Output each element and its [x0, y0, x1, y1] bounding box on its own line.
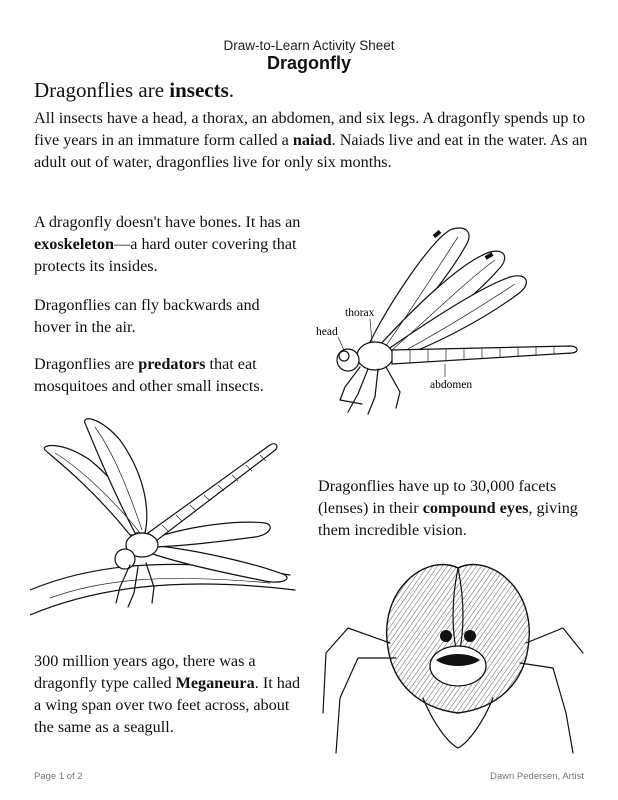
exo-text-1: A dragonfly doesn't have bones. It has an	[34, 213, 301, 231]
intro-emph: naiad	[292, 131, 332, 149]
intro-text-2: . Naiads live and eat in the water. As an adult out of water, dragonflies live for only six months.	[34, 131, 588, 171]
predators-paragraph	[34, 353, 304, 397]
mega-text-1: 300 million years ago, there was a dragonfly type called	[34, 652, 256, 692]
flying-paragraph: Dragonflies can fly backwards and hover in the air.	[34, 296, 260, 336]
artist-credit: Dawn Pedersen, Artist	[490, 771, 584, 782]
compound-eyes-illustration	[318, 548, 593, 763]
pred-text-2: that eat mosquitoes and other small insects.	[34, 355, 264, 395]
mega-emph: Meganeura	[175, 674, 255, 692]
eyes-emph: compound eyes	[422, 499, 529, 517]
sheet-title: Dragonfly	[266, 53, 351, 73]
heading-prefix: Dragonflies are	[34, 78, 170, 102]
exo-emph: exoskeleton	[34, 235, 115, 253]
pred-text-1: Dragonflies are	[34, 355, 139, 373]
exoskeleton-paragraph	[34, 211, 314, 277]
eyes-text-1: Dragonflies have up to 30,000 facets (lenses) in their	[318, 477, 557, 517]
perched-dragonfly-illustration	[30, 415, 305, 625]
exo-text-2: —a hard outer covering that protects its insides.	[34, 235, 297, 275]
eyes-paragraph	[318, 475, 588, 541]
heading-emph: insects	[169, 78, 229, 102]
label-abdomen: abdomen	[430, 379, 473, 391]
meganeura-paragraph	[34, 650, 309, 738]
heading-suffix: .	[228, 78, 235, 102]
main-heading	[34, 78, 234, 103]
dragonfly-diagram	[300, 222, 595, 422]
intro-text-1: All insects have a head, a thorax, an abdomen, and six legs. A dragonfly spends up to five years in an immature form called a	[34, 109, 586, 149]
label-thorax: thorax	[345, 307, 375, 319]
pred-emph: predators	[138, 355, 206, 373]
mega-text-2: . It had a wing span over two feet across, about the same as a seagull.	[34, 674, 301, 736]
eyes-text-2: , giving them incredible vision.	[318, 499, 578, 539]
page-number: Page 1 of 2	[34, 771, 83, 782]
sheet-subtitle: Draw-to-Learn Activity Sheet	[223, 38, 395, 53]
label-head: head	[316, 326, 338, 338]
intro-paragraph	[34, 107, 594, 173]
